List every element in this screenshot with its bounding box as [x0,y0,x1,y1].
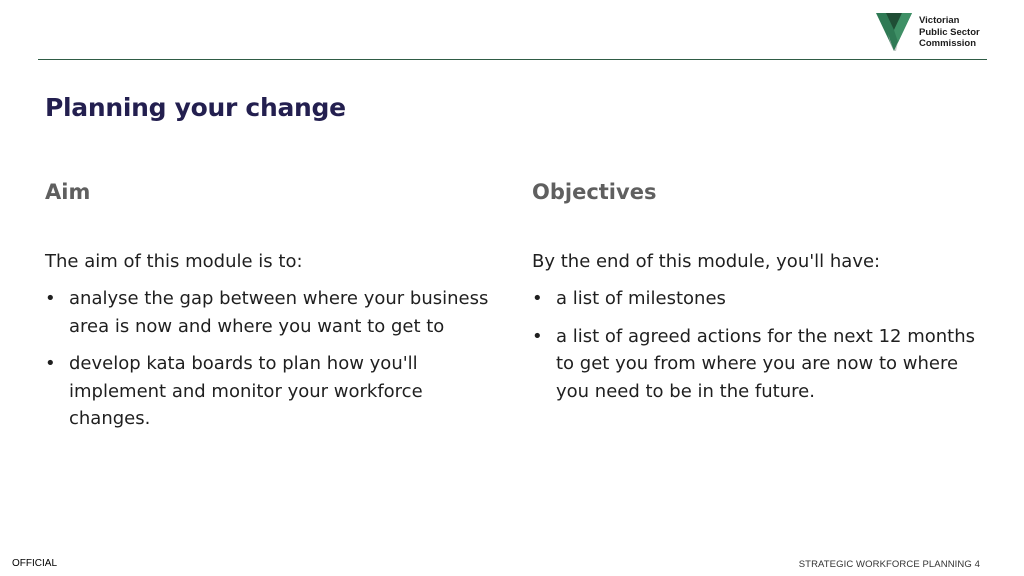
bullet-icon: • [532,325,543,347]
logo-line-1: Victorian [919,15,960,26]
aim-bullet-list [45,285,495,433]
header-divider [38,59,987,60]
objectives-bullet-text: a list of agreed actions for the next 12 months to get you from where you are now to where you need to be in the future. [556,325,976,402]
bullet-icon: • [532,288,543,309]
aim-heading: Aim [45,180,91,204]
footer-section-title: STRATEGIC WORKFORCE PLANNING [798,559,972,570]
classification-label: OFFICIAL [12,558,58,569]
aim-bullet-text: develop kata boards to plan how you'll implement and monitor your workforce changes. [69,353,423,429]
aim-intro: The aim of this module is to: [45,251,303,272]
objectives-section [532,180,982,415]
objectives-bullet-item [532,323,982,406]
objectives-intro: By the end of this module, you'll have: [532,251,881,272]
vpsc-logo [876,12,980,52]
aim-bullet-item [45,350,495,433]
objectives-heading: Objectives [532,180,657,204]
footer-section-label [799,559,980,570]
vpsc-logo-text [919,15,980,50]
objectives-bullet-item [532,285,982,313]
page-title: Planning your change [45,93,346,122]
aim-bullet-text: analyse the gap between where your business area is now and where you want to get to [69,288,489,337]
logo-line-3: Commission [919,38,977,49]
page-number: 4 [974,559,980,570]
aim-bullet-item [45,285,495,340]
aim-section [45,180,495,443]
bullet-icon: • [45,353,56,374]
bullet-icon: • [45,288,56,309]
logo-line-2: Public Sector [919,26,980,38]
vpsc-logo-mark-icon [876,12,912,52]
objectives-bullet-text: a list of milestones [556,288,726,309]
objectives-bullet-list [532,285,982,405]
